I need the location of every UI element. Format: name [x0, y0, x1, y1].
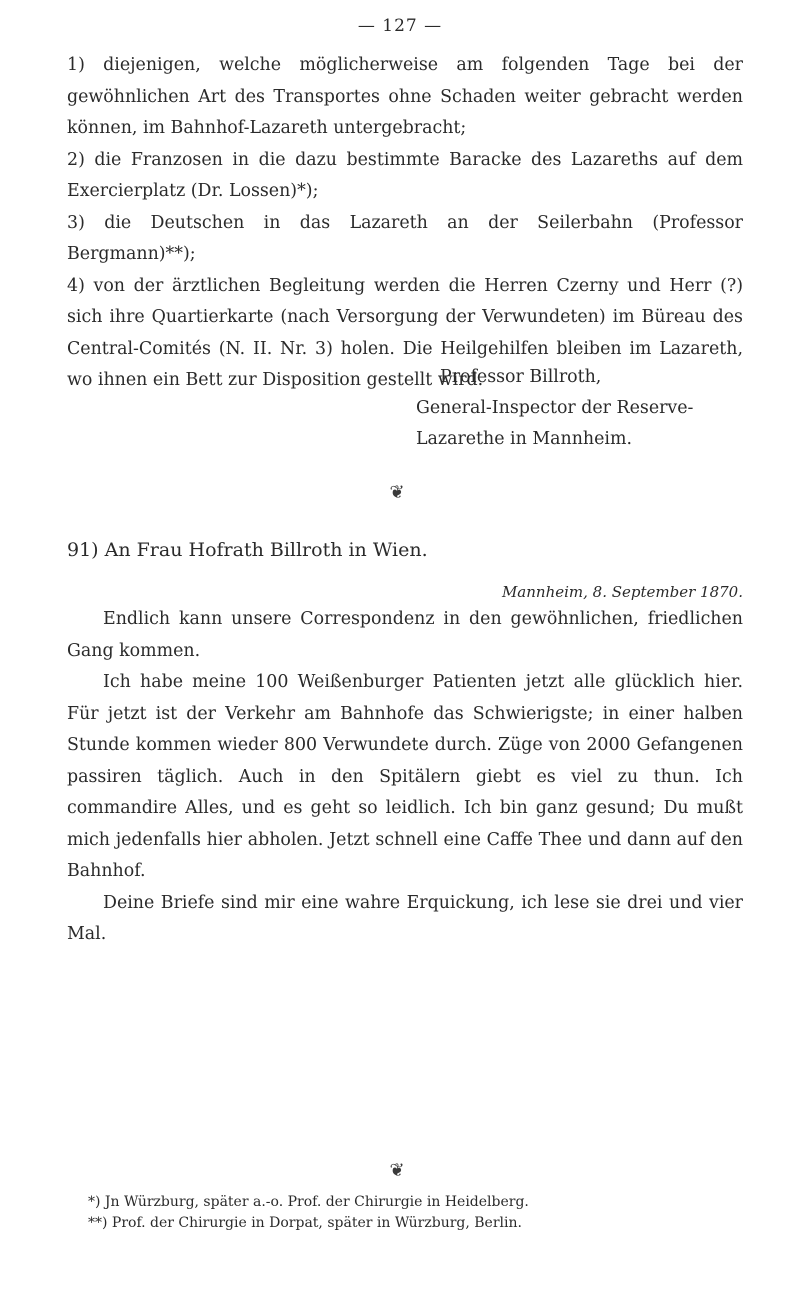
signature-title-line-2: Lazarethe in Mannheim. [416, 429, 632, 449]
letter-paragraph-2: Ich habe meine 100 Weißenburger Patienten jetzt alle glücklich hier. Für jetzt ist der Verkehr am Bahnhofe das Schwierigste; in einer halben Stunde kommen wieder 800 Verwundete durch. Züge von 2000 Gefangenen passiren täglich. Auch in den Spitälern giebt es viel zu thun. Ich commandire Alles, und es geht so leidlich. Ich bin ganz gesund; Du mußt mich jedenfalls hier abholen. Jetzt schnell eine Caffe Thee und dann auf den Bahnhof. [67, 672, 743, 881]
page-number-value: 127 [382, 16, 418, 36]
list-item-4: 4) von der ärztlichen Begleitung werden die Herren Czerny und Herr (?) sich ihre Quartierkarte (nach Versorgung der Verwundeten) im Büreau des Central-Comités (N. II. Nr. 3) holen. Die Heilgehilfen bleiben im Lazareth, wo ihnen ein Bett zur Disposition gestellt wird. [67, 275, 743, 390]
list-item-1: 1) diejenigen, welche möglicherweise am folgenden Tage bei der gewöhnlichen Art des Transportes ohne Schaden weiter gebracht werden können, im Bahnhof-Lazareth untergebracht; [67, 55, 743, 138]
list-item-3: 3) die Deutschen in das Lazareth an der Seilerbahn (Professor Bergmann)**); [67, 212, 743, 264]
footnotes [88, 1192, 748, 1234]
signature-name: Professor Billroth, [440, 367, 602, 387]
page-number: — 127 — [357, 16, 443, 36]
letter-heading: 91) An Frau Hofrath Billroth in Wien. [67, 539, 428, 561]
list-item-2: 2) die Franzosen in die dazu bestimmte Baracke des Lazareths auf dem Exercierplatz (Dr. Lossen)*); [67, 149, 743, 201]
section-ornament-icon-2: ❦ [389, 1160, 405, 1181]
letter-body [67, 604, 743, 951]
letter-dateline: Mannheim, 8. September 1870. [501, 583, 743, 601]
footnote-2: **) Prof. der Chirurgie in Dorpat, später in Würzburg, Berlin. [88, 1215, 522, 1231]
numbered-list [67, 50, 743, 397]
section-ornament-icon: ❦ [389, 482, 405, 503]
letter-paragraph-3: Deine Briefe sind mir eine wahre Erquickung, ich lese sie drei und vier Mal. [67, 892, 743, 944]
footnote-1: *) Jn Würzburg, später a.-o. Prof. der Chirurgie in Heidelberg. [88, 1194, 529, 1210]
signature-block [416, 362, 693, 455]
letter-paragraph-1: Endlich kann unsere Correspondenz in den gewöhnlichen, friedlichen Gang kommen. [67, 609, 743, 661]
signature-title-line-1: General-Inspector der Reserve- [416, 398, 694, 418]
